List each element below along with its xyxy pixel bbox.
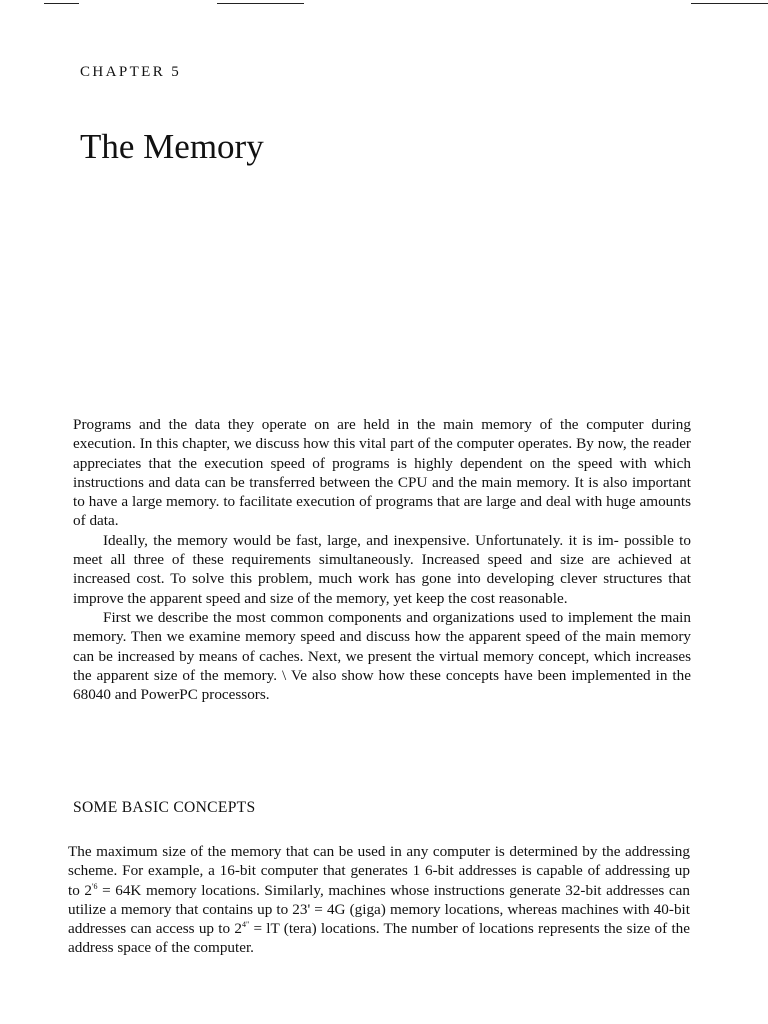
section-text-part-3: = lT (tera) locations. The number of locations represents the size of the address space of the computer. [68,920,691,957]
top-rule-center [217,3,304,4]
top-rule-right [691,3,768,4]
intro-paragraph-1: Programs and the data they operate on are held in the main memory of the computer during execution. In this chapter, we discuss how this vital part of the computer operates. By now, the reader appreciates that the execution speed of programs is highly dependent on the speed with which instructions and data can be transferred between the CPU and the main memory. It is also important to have a large memory. to facilitate execution of programs that are large and deal with huge amounts of data. [73,416,691,530]
intro-paragraph-2: Ideally, the memory would be fast, large, and inexpensive. Unfortunately. it is im- possible to meet all three of these requirements simultaneously. Increased speed and size are achieved at increased cost. To solve this problem, much work has gone into developing clever structures that improve the apparent speed and size of the memory, yet keep the cost reasonable. [73,531,691,607]
top-rule-left [44,3,79,4]
chapter-title: The Memory [80,127,264,166]
section-heading: SOME BASIC CONCEPTS [73,799,256,816]
intro-text [73,415,691,704]
intro-paragraph-3: First we describe the most common components and organizations used to implement the main memory. Then we examine memory speed and discuss how the apparent speed of the main memory can be increased by means of caches. Next, we present the virtual memory concept, which increases the apparent size of the memory. \ Ve also show how these concepts have been implemented in the 68040 and PowerPC processors. [73,608,691,704]
section-paragraph [68,842,690,958]
superscript-40: 4" [241,920,250,930]
superscript-16: '6 [92,881,98,891]
chapter-label: CHAPTER 5 [80,64,182,80]
section-text-part-1: The maximum size of the memory that can be used in any computer is determined by the addressing scheme. For example, a 16-bit computer that generates 1 6-bit addresses is capable of addressing up to 2 [68,843,690,899]
section-text-part-2: = 64K memory locations. Similarly, machines whose instructions generate 32-bit addresses can utilize a memory that contains up to 23' = 4G (giga) memory locations, whereas machines with 40-bit addresses can access up to 2 [68,881,690,938]
